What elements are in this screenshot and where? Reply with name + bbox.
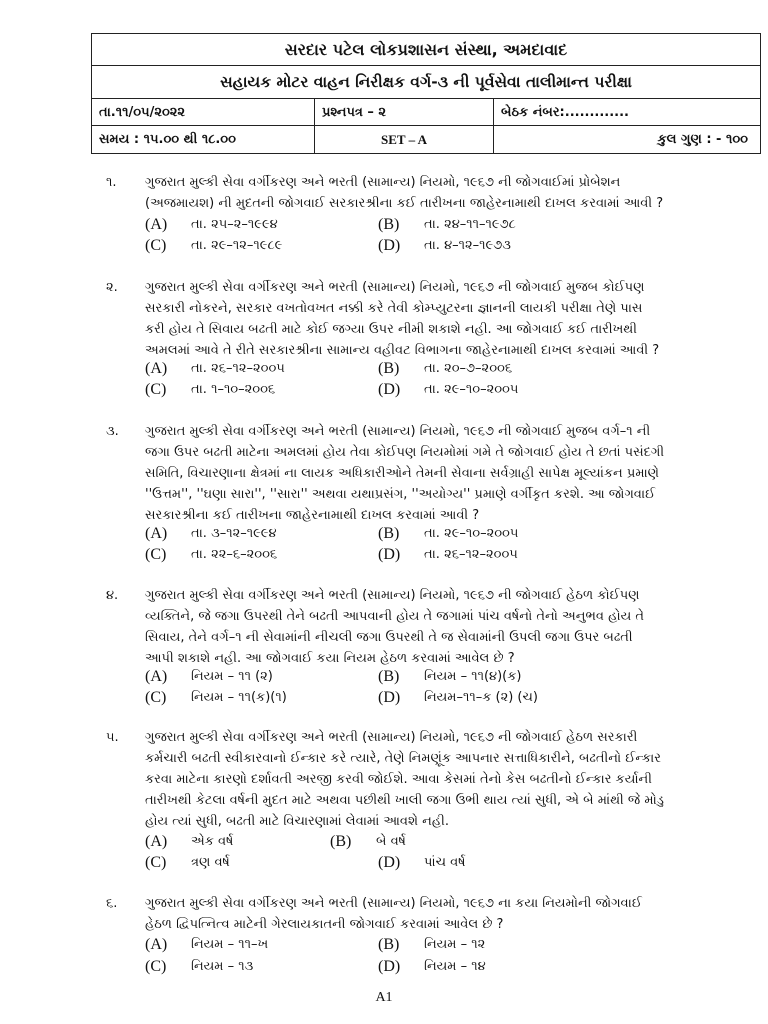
option-text: નિયમ – ૧૧–ખ — [191, 937, 269, 952]
exam-date: તા.૧૧/૦૫/૨૦૨૨ — [92, 99, 315, 125]
question-text: ગુજરાત મુલ્કી સેવા વર્ગીકરણ અને ભરતી (સામાન્ય) નિયમો, ૧૯૬૭ ની જોગવાઈ મુજબ વર્ગ–૧ ની જગા ઉપર બઢતી માટેના અમલમાં હોય તેવા કોઈપણ નિયમોમાં ગમે તે જોગવાઈ હોય તે છતાં પસંદગી સમિતિ, વિચારણાના ક્ષેત્રમાં ના લાયક અધિકારીઓને તેમની સેવાના સર્વગ્રાહી સાપેક્ષ મૂલ્યાંકન પ્રમાણે ''ઉત્તમ'', ''ઘણા સારા'', ''સારા'' અથવા યથાપ્રસંગ, ''અયોગ્ય'' પ્રમાણે વર્ગીકૃત કરશે. આ જોગવાઈ સરકારશ્રીના કઈ તારીખના જાહેરનામાથી દાખલ કરવામાં આવી ? — [145, 424, 665, 523]
option-text: તા. ૨૬–૧૨–૨૦૦૫ — [424, 547, 518, 562]
option-label: (A) — [145, 216, 168, 233]
option-text: તા. ૨૫–૨–૧૯૯૪ — [191, 217, 278, 232]
option-text: તા. ૨૪–૧૧–૧૯૭૮ — [424, 217, 516, 232]
option-text: પાંચ વર્ષ — [424, 855, 466, 870]
set-label: SET – A — [315, 126, 494, 153]
option-c — [145, 545, 277, 565]
option-label: (B) — [378, 525, 400, 542]
option-a — [145, 832, 233, 852]
option-text: એક વર્ષ — [191, 834, 234, 849]
option-text: ત્રણ વર્ષ — [191, 855, 230, 870]
question-number: ૧. — [106, 175, 117, 190]
institute-row — [92, 34, 760, 66]
option-a — [145, 667, 273, 687]
option-text: નિયમ – ૧૨ — [424, 937, 486, 952]
option-b — [378, 215, 516, 235]
question-text: ગુજરાત મુલ્કી સેવા વર્ગીકરણ અને ભરતી (સામાન્ય) નિયમો, ૧૯૬૭ ની જોગવાઈમાં પ્રોબેશન (અજમાયશ) ની મુદતની જોગવાઈ સરકારશ્રીના કઈ તારીખના જાહેરનામાથી દાખલ કરવામાં આવી ? — [145, 175, 664, 211]
option-c — [145, 688, 287, 708]
time-set-marks-row — [92, 126, 760, 153]
question-text: ગુજરાત મુલ્કી સેવા વર્ગીકરણ અને ભરતી (સામાન્ય) નિયમો, ૧૯૬૭ ની જોગવાઈ હેઠળ કોઈપણ વ્યક્તિને, જે જગા ઉપરથી તેને બઢતી આપવાની હોય તે જગામાં પાંચ વર્ષનો તેનો અનુભવ હોય તે સિવાય, તેને વર્ગ–૧ ની સેવામાંની નીચલી જગા ઉપરથી તે જ સેવામાંની ઉપલી જગા ઉપર બઢતી આપી શકાશે નહી. આ જોગવાઈ કયા નિયમ હેઠળ કરવામાં આવેલ છે ? — [145, 588, 644, 666]
option-b — [378, 524, 518, 544]
seat-number: બેઠક નંબર:............. — [501, 104, 629, 120]
question-text: ગુજરાત મુલ્કી સેવા વર્ગીકરણ અને ભરતી (સામાન્ય) નિયમો, ૧૯૬૭ ની જોગવાઈ હેઠળ સરકારી કર્મચારી બઢતી સ્વીકારવાનો ઈન્કાર કરે ત્યારે, તેણે નિમણૂંક આપનાર સત્તાધિકારીને, બઢતીનો ઈન્કાર કરવા માટેના કારણો દર્શાવતી અરજી કરવી જોઈશે. આવા કેસમાં તેનો કેસ બઢતીનો ઈન્કાર કર્યાની તારીખથી કેટલા વર્ષની મુદત માટે અથવા પછીથી ખાલી જગા ઉભી થાય ત્યાં સુધી, એ બે માંથી જે મોડુ હોય ત્યાં સુધી, બઢતી માટે વિચારણામાં લેવામાં આવશે નહી. — [145, 730, 664, 829]
option-text: બે વર્ષ — [376, 834, 406, 849]
option-d — [378, 236, 511, 256]
option-d — [378, 688, 538, 708]
option-a — [145, 359, 285, 379]
option-label: (D) — [378, 958, 401, 975]
question-number: ૫. — [106, 730, 119, 745]
option-label: (C) — [145, 381, 167, 398]
option-text: નિયમ – ૧૧(ક)(૧) — [191, 690, 287, 705]
option-d — [378, 545, 518, 565]
option-text: તા. ૪–૧૨–૧૯૭૩ — [424, 238, 511, 253]
option-text: તા. ૨૯–૧૨–૧૯૮૯ — [191, 238, 283, 253]
exam-title: સહાયક મોટર વાહન નિરીક્ષક વર્ગ-૩ ની પૂર્વસેવા તાલીમાન્ત પરીક્ષા — [220, 72, 632, 91]
question-number: ૨. — [106, 280, 118, 295]
option-label: (A) — [145, 936, 168, 953]
option-label: (C) — [145, 546, 167, 563]
option-label: (C) — [145, 958, 167, 975]
option-label: (A) — [145, 360, 168, 377]
option-c — [145, 957, 253, 977]
option-c — [145, 380, 275, 400]
exam-header-table — [91, 33, 761, 154]
option-label: (C) — [145, 689, 167, 706]
question-number: ૪. — [106, 588, 119, 603]
option-b — [378, 935, 485, 955]
option-label: (B) — [378, 668, 400, 685]
option-c — [145, 236, 282, 256]
option-label: (D) — [378, 854, 401, 871]
option-label: (C) — [145, 854, 167, 871]
option-text: તા. ૨૯–૧૦–૨૦૦૫ — [424, 526, 519, 541]
question-text: ગુજરાત મુલ્કી સેવા વર્ગીકરણ અને ભરતી (સામાન્ય) નિયમો, ૧૯૬૭ ની જોગવાઈ મુજબ કોઈપણ સરકારી નોકરને, સરકાર વખતોવખત નક્કી કરે તેવી કોમ્પ્યુટરના જ્ઞાનની લાયકી પરીક્ષા તેણે પાસ કરી હોય તે સિવાય બઢતી માટે કોઈ જગ્યા ઉપર નીમી શકાશે નહી. આ જોગવાઈ કઈ તારીખથી અમલમાં આવે તે રીતે સરકારશ્રીના સામાન્ય વહીવટ વિભાગના જાહેરનામાથી દાખલ કરવામાં આવી ? — [145, 280, 660, 358]
option-label: (A) — [145, 668, 168, 685]
option-c — [145, 853, 230, 873]
option-label: (B) — [378, 216, 400, 233]
option-b — [378, 359, 512, 379]
option-b — [330, 832, 406, 852]
option-d — [378, 853, 466, 873]
option-label: (D) — [378, 546, 401, 563]
option-text: તા. ૨૨–૬–૨૦૦૬ — [191, 547, 278, 562]
option-text: તા. ૧–૧૦–૨૦૦૬ — [191, 382, 276, 397]
question-text: ગુજરાત મુલ્કી સેવા વર્ગીકરણ અને ભરતી (સામાન્ય) નિયમો, ૧૯૬૭ ના કયા નિયમોની જોગવાઈ હેઠળ દ્વિપત્નિત્વ માટેની ગેરલાયકાતની જોગવાઈ કરવામાં આવેલ છે ? — [145, 896, 642, 932]
option-label: (A) — [145, 833, 168, 850]
option-text: નિયમ – ૧૪ — [424, 959, 486, 974]
option-d — [378, 380, 518, 400]
option-b — [378, 667, 521, 687]
option-label: (C) — [145, 237, 167, 254]
date-paper-seat-row — [92, 99, 760, 126]
paper-number: પ્રશ્નપત્ર – ૨ — [315, 99, 494, 125]
option-text: તા. ૨૬–૧૨–૨૦૦૫ — [191, 361, 285, 376]
option-label: (B) — [330, 833, 352, 850]
option-label: (D) — [378, 237, 401, 254]
option-text: નિયમ – ૧૧(૪)(ક) — [424, 669, 522, 684]
option-label: (D) — [378, 381, 401, 398]
option-text: તા. ૨૯–૧૦–૨૦૦૫ — [424, 382, 519, 397]
option-label: (B) — [378, 936, 400, 953]
option-text: નિયમ–૧૧–ક (૨) (ચ) — [424, 690, 538, 705]
option-a — [145, 215, 278, 235]
option-label: (A) — [145, 525, 168, 542]
institute-name: સરદાર પટેલ લોકપ્રશાસન સંસ્થા, અમદાવાદ — [284, 39, 568, 59]
option-text: નિયમ – ૧૩ — [191, 959, 254, 974]
option-d — [378, 957, 486, 977]
option-label: (D) — [378, 689, 401, 706]
option-label: (B) — [378, 360, 400, 377]
option-text: તા. ૨૦–૭–૨૦૦૬ — [424, 361, 513, 376]
option-text: તા. ૩–૧૨–૧૯૯૪ — [191, 526, 277, 541]
option-a — [145, 935, 268, 955]
option-a — [145, 524, 277, 544]
question-number: ૩. — [106, 424, 119, 439]
total-marks: કુલ ગુણ : - ૧૦૦ — [657, 132, 748, 147]
option-text: નિયમ – ૧૧ (૨) — [191, 669, 273, 684]
question-number: ૬. — [106, 896, 118, 911]
page-label: A1 — [375, 990, 393, 1005]
exam-time: સમય : ૧૫.૦૦ થી ૧૮.૦૦ — [92, 126, 315, 153]
exam-title-row — [92, 66, 760, 99]
